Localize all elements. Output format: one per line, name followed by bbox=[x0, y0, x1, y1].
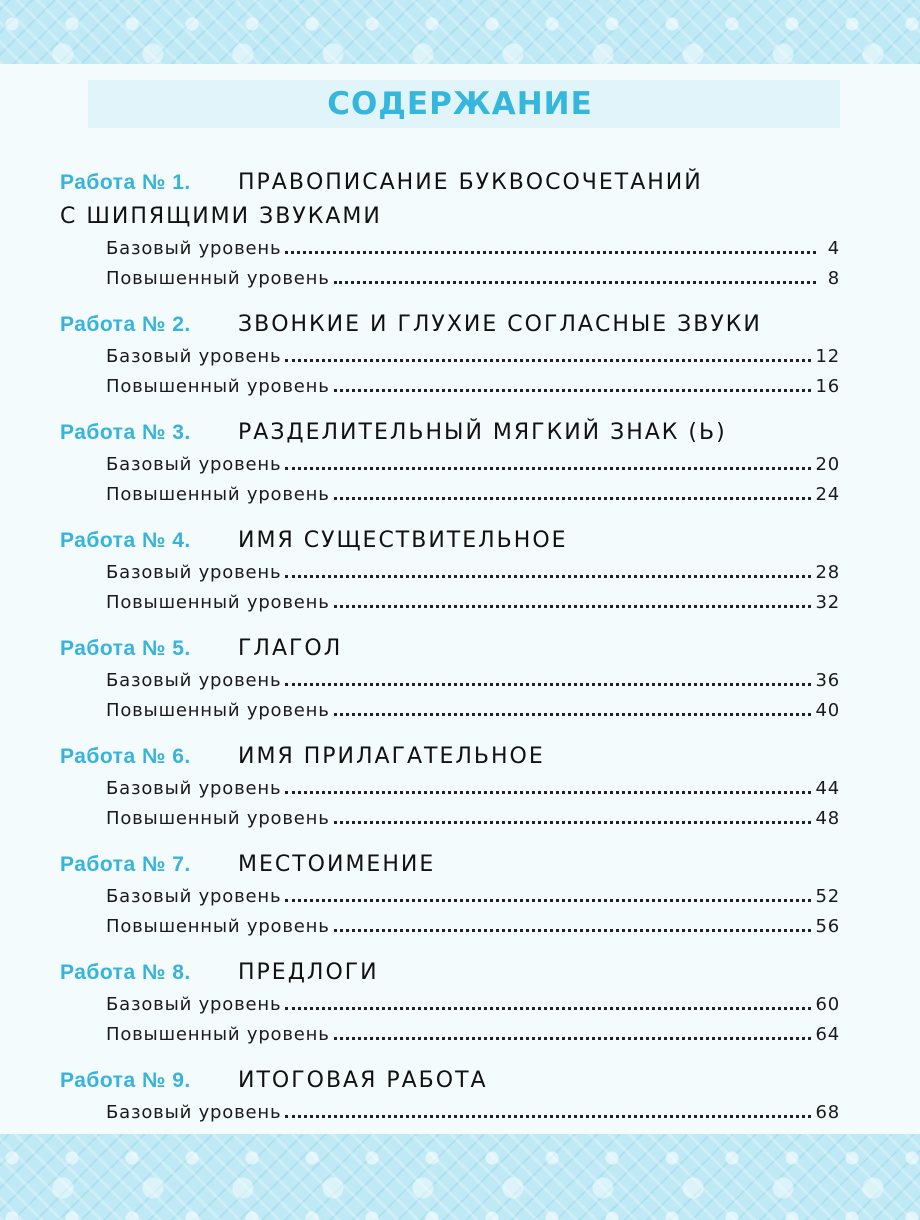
dot-leader bbox=[334, 1037, 812, 1040]
toc-entry-label: Повышенный уровень bbox=[106, 808, 330, 829]
toc-entry bbox=[106, 882, 840, 912]
toc-entry-page: 12 bbox=[815, 346, 840, 367]
dot-leader bbox=[334, 821, 812, 824]
dot-leader bbox=[285, 1115, 811, 1118]
toc-entry-label: Повышенный уровень bbox=[106, 592, 330, 613]
toc-entry-label: Повышенный уровень bbox=[106, 700, 330, 721]
toc-entry bbox=[106, 1020, 840, 1050]
toc-entry-label: Базовый уровень bbox=[106, 994, 282, 1015]
dot-leader bbox=[285, 683, 811, 686]
toc-section-heading bbox=[60, 166, 840, 200]
toc-entry-page: 24 bbox=[815, 484, 840, 505]
work-title: ЗВОНКИЕ И ГЛУХИЕ СОГЛАСНЫЕ ЗВУКИ bbox=[238, 312, 762, 337]
toc-entry-page: 48 bbox=[815, 808, 840, 829]
toc-section bbox=[60, 848, 840, 942]
toc-section bbox=[60, 956, 840, 1050]
page-title: СОДЕРЖАНИЕ bbox=[327, 86, 593, 122]
toc-entry bbox=[106, 804, 840, 834]
toc-entry-label: Повышенный уровень bbox=[106, 484, 330, 505]
toc-entry-page: 64 bbox=[815, 1024, 840, 1045]
dot-leader bbox=[334, 929, 812, 932]
toc-section-heading bbox=[60, 632, 840, 666]
toc-entry bbox=[106, 1098, 840, 1128]
toc-section-heading bbox=[60, 524, 840, 558]
toc-entry-page: 56 bbox=[815, 916, 840, 937]
dot-leader bbox=[285, 1007, 811, 1010]
dot-leader bbox=[334, 389, 812, 392]
toc-entry-page: 60 bbox=[815, 994, 840, 1015]
work-number-label: Работа № 3. bbox=[60, 421, 191, 444]
toc-entry bbox=[106, 774, 840, 804]
toc-entry bbox=[106, 480, 840, 510]
toc-entry-label: Повышенный уровень bbox=[106, 1024, 330, 1045]
toc-entry-label: Базовый уровень bbox=[106, 562, 282, 583]
toc-section bbox=[60, 524, 840, 618]
toc-entry-page: 20 bbox=[815, 454, 840, 475]
dot-leader bbox=[334, 281, 816, 284]
toc-section bbox=[60, 166, 840, 294]
work-title: ПРЕДЛОГИ bbox=[238, 960, 379, 985]
work-title: ИМЯ ПРИЛАГАТЕЛЬНОЕ bbox=[238, 744, 545, 769]
toc-section bbox=[60, 740, 840, 834]
work-number-label: Работа № 8. bbox=[60, 961, 191, 984]
toc-entry-page: 4 bbox=[827, 238, 840, 259]
dot-leader bbox=[285, 899, 811, 902]
work-title: МЕСТОИМЕНИЕ bbox=[238, 852, 436, 877]
toc-entry bbox=[106, 696, 840, 726]
toc-entry-page: 52 bbox=[815, 886, 840, 907]
toc-section-heading bbox=[60, 416, 840, 450]
toc-entry bbox=[106, 990, 840, 1020]
work-number-label: Работа № 9. bbox=[60, 1069, 191, 1092]
work-title-continuation: С ШИПЯЩИМИ ЗВУКАМИ bbox=[60, 204, 382, 229]
toc-entry bbox=[106, 666, 840, 696]
toc-entry bbox=[106, 264, 840, 294]
toc-entry-label: Повышенный уровень bbox=[106, 916, 330, 937]
dot-leader bbox=[334, 497, 812, 500]
toc-section bbox=[60, 416, 840, 510]
dot-leader bbox=[285, 575, 811, 578]
toc-entry bbox=[106, 342, 840, 372]
toc-section bbox=[60, 632, 840, 726]
toc-entry-label: Базовый уровень bbox=[106, 670, 282, 691]
dot-leader bbox=[285, 251, 816, 254]
toc-entry bbox=[106, 234, 840, 264]
toc-section-heading bbox=[60, 956, 840, 990]
toc-entry-label: Базовый уровень bbox=[106, 238, 282, 259]
work-number-label: Работа № 1. bbox=[60, 171, 191, 194]
toc-entry-label: Базовый уровень bbox=[106, 346, 282, 367]
dot-leader bbox=[285, 467, 811, 470]
toc-entry-label: Повышенный уровень bbox=[106, 376, 330, 397]
toc-entry-page: 68 bbox=[815, 1102, 840, 1123]
dot-leader bbox=[334, 713, 812, 716]
toc-entry bbox=[106, 588, 840, 618]
dot-leader bbox=[285, 791, 811, 794]
toc-section bbox=[60, 308, 840, 402]
dot-leader bbox=[285, 359, 811, 362]
toc-entry-page: 16 bbox=[815, 376, 840, 397]
work-number-label: Работа № 4. bbox=[60, 529, 191, 552]
toc-entry-label: Базовый уровень bbox=[106, 454, 282, 475]
table-of-contents bbox=[60, 166, 840, 1172]
toc-entry-page: 28 bbox=[815, 562, 840, 583]
toc-entry-page: 40 bbox=[815, 700, 840, 721]
toc-entry-page: 44 bbox=[815, 778, 840, 799]
toc-entry bbox=[106, 450, 840, 480]
work-number-label: Работа № 7. bbox=[60, 853, 191, 876]
toc-entry-page: 8 bbox=[827, 268, 840, 289]
toc-section-heading bbox=[60, 1064, 840, 1098]
toc-section-heading bbox=[60, 740, 840, 774]
work-number-label: Работа № 2. bbox=[60, 313, 191, 336]
toc-entry bbox=[106, 912, 840, 942]
toc-entry bbox=[106, 372, 840, 402]
toc-entry bbox=[106, 558, 840, 588]
work-title: ПРАВОПИСАНИЕ БУКВОСОЧЕТАНИЙ bbox=[238, 170, 703, 195]
decorative-footer-band bbox=[0, 1134, 920, 1220]
toc-entry-label: Базовый уровень bbox=[106, 778, 282, 799]
decorative-header-band bbox=[0, 0, 920, 64]
work-title: РАЗДЕЛИТЕЛЬНЫЙ МЯГКИЙ ЗНАК (Ь) bbox=[238, 420, 727, 445]
work-number-label: Работа № 5. bbox=[60, 637, 191, 660]
work-title: ИТОГОВАЯ РАБОТА bbox=[238, 1068, 488, 1093]
toc-entry-page: 32 bbox=[815, 592, 840, 613]
work-title: ИМЯ СУЩЕСТВИТЕЛЬНОЕ bbox=[238, 528, 568, 553]
toc-section-heading bbox=[60, 308, 840, 342]
work-title: ГЛАГОЛ bbox=[238, 636, 343, 661]
dot-leader bbox=[334, 605, 812, 608]
toc-entry-label: Базовый уровень bbox=[106, 886, 282, 907]
toc-section-heading bbox=[60, 848, 840, 882]
toc-entry-label: Повышенный уровень bbox=[106, 268, 330, 289]
work-number-label: Работа № 6. bbox=[60, 745, 191, 768]
toc-entry-label: Базовый уровень bbox=[106, 1102, 282, 1123]
toc-entry-page: 36 bbox=[815, 670, 840, 691]
